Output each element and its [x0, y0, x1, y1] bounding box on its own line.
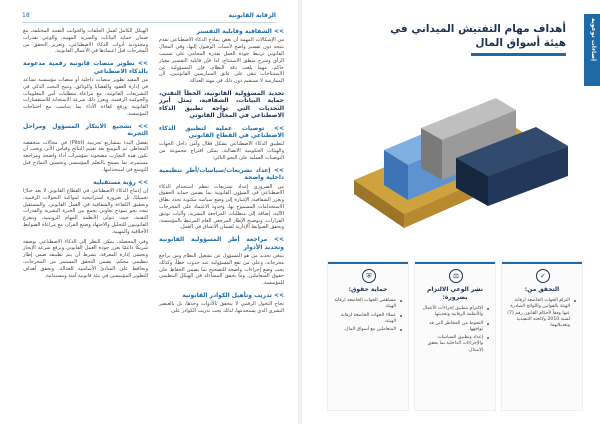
section-tab: [584, 14, 600, 86]
page-title: أهداف مهام التفتيش الميداني في هيئة أسواق المال: [390, 23, 566, 49]
box-list: [502, 298, 582, 329]
box-list: [415, 306, 495, 354]
box-heading: نشر الوعي الالتزام بضرورة:: [427, 286, 483, 301]
section-heading: >> إعداد تشريعات/سياسات/أطر تنظيمية داخلية واضحة: [159, 166, 284, 182]
check-icon: ✓: [536, 269, 550, 283]
section-heading: >> الشفافية وقابلية التفسير: [196, 28, 284, 35]
shield-icon: ⛨: [362, 269, 376, 283]
header-rule: [22, 22, 276, 23]
section-text: لتطبيق الذكاء الاصطناعي بشكل فعّال وآمن داخل الجهات والهيئات الحكومية الاتصالية، يمكن اقتراح مجموعة من التوصيات العملية على النحو التالي:: [159, 141, 284, 162]
section-text: وفي المحصلة، يمكن النظر إلى الذكاء الاصطناعي بوصفه شريكًا داعمًا يعزز جودة العمل القانوني ويرفع سرعة الإنجاز ويحسن إدارة المعرفة، بشرط أن يتم تطبيقه ضمن إطار تنظيمي محكم، يضمن التحقق المستمر من المخرجات، ويحافظ على المبادئ الأساسية للعدالة، ويحقق أهداف التطوير المؤسسي في بيئة قانونية آمنة ومستدامة.: [23, 238, 148, 279]
section-text: من المفيد تطوير منصات داخلية أو منصات مؤسسية تساعد في إدارة العقود والقضايا والوثائق، وتتيح البحث الذكي في التشريعات القانونية، مع مراعاة متطلبات أمن المعلومات والحوكمة الرقمية، ويعزز ذلك سرعة الاستجابة للاستفسارات القانونية ورفع كفاءة الأداء بما يتناسب مع احتياجات المؤسسة.: [23, 77, 148, 117]
left-page: [0, 0, 298, 424]
section-heading: >> رؤية مستقبلية: [93, 178, 148, 186]
isometric-blocks-illustration: [306, 30, 576, 262]
tab-label: إضاءات توعوية: [590, 18, 597, 62]
section-heading: >> تدريب وتأهيل الكوادر القانونية: [182, 292, 284, 299]
box-heading: حماية حقوق:: [348, 286, 388, 293]
list-item: عملاء الجهات الخاضعة لرقابة الهيئة.: [332, 313, 396, 326]
section-text: ينبغي تحديد من هو المسؤول عن تشغيل النظام ومن يراجع مخرجاته، وعلى من تقع المسؤولية عند حدوث خطأ، وكذلك يجب وضع إجراءات واضحة للتصحيح بما يضمن الحفاظ على حقوق المتعاملين، وما يحقق المساءلة في الهيكل التنظيمي للمؤسسة.: [159, 253, 284, 287]
info-box-awareness: [415, 262, 495, 410]
section-heading: >> توصيات عملية لتطبيق الذكاء الاصطناعي في القطاع القانوني: [159, 124, 284, 140]
text-column-right: [159, 28, 284, 318]
text-column-left: [23, 28, 148, 282]
pull-quote: تحديد المسؤولية القانونية، الخطأ التقني، حماية البيانات، الشفافية، تمثل أبرز التحديات التي تواجه تطبيق الذكاء الاصطناعي في المجال القانوني: [159, 89, 284, 120]
section-text: إن إدماج الذكاء الاصطناعي في القطاع القانوني لا يعد خيارًا تجميليًا، بل ضرورة استراتيجية لمواكبة التحولات الرقمية، وتحقيق الكفاءة والشفافية في العمل القانوني. والمستقبل يتجه نحو نموذج تعاوني يجمع بين الخبرة البشرية والقدرات التقنية، حيث تتولى الأنظمة المهام الروتينية، ويتفرغ القانونيون للتحليل والاجتهاد وصنع القرار، مع مراعاة الضوابط الأخلاقية والمهنية.: [23, 187, 148, 235]
right-page: [302, 0, 600, 424]
section-text: من الإشكالات المهمة أن بعض نماذج الذكاء الاصطناعي تقدم نتيجة دون تفسير واضح لأسباب الوصول إليها، وفي المجال القانوني ترتبط جودة العمل بقدرة المحامي على تسبيب الرأي وشرح منطق الاستنتاج، لذا فإن قابلية التفسير معيار حاكم، مهما بلغت دقة النظام، فإن المسؤولية عن الاستنتاجات تبقى على عاتق الممارسين القانونيين، لأن الممارسة لا تستقيم دون ذلك في مهنة العدالة.: [159, 37, 284, 85]
list-item: التزام الجهات الخاضعة لرقابة الهيئة بالقوانين واللوائح الصادرة عنها وفقاً لأحكام القانون رقم (7) لسنة 2010 ولائحته التنفيذية وتعديلاتهما.: [507, 298, 570, 329]
section-heading: >> تشجيع الابتكار المسؤول ومراحل التجربة: [23, 122, 148, 138]
section-heading: >> مراجعة أطر المسؤولية القانونية وتحديد الأدوار: [159, 236, 284, 251]
section-text: من الضروري إعداد تشريعات تنظم استخدام الذكاء الاصطناعي في الشؤون القانونية بما يضمن حماية الحقوق ويعزز الشفافية، الإشارة إلى وضع سياسة مكتوبة تحدد نطاق الاستخدامات المسموح بها، وحدود الاعتماد على المخرجات الآلية، إضافة إلى متطلبات المراجعة البشرية، وآليات توثيق القرارات، وتوضيح الإطار المرجعي العام المرتبط بالمؤسسة، ويحقق الضوابط الإدارية لضمان الاتساق في العمل.: [159, 183, 284, 231]
list-item: مساهمي الجهات الخاضعة لرقابة الهيئة.: [332, 298, 396, 311]
list-item: الالتزام بتطبيق إجراءات الأعمال والأنظمة الرقابية وتحديثها.: [419, 306, 483, 319]
header-title: الرقابة القانونية: [228, 12, 276, 19]
section-text: نجاح التحول الرقمي لا يتحقق بالأدوات وحدها، بل بالعنصر البشري الذي يستخدمها، لذلك يجب تدريب الكوادر على: [159, 301, 284, 315]
box-list: [328, 298, 408, 333]
info-box-verification: [502, 262, 582, 410]
box-heading: التحقق من:: [524, 286, 560, 293]
section-heading: >> تطوير منصات قانونية رقمية مدعومة بالذكاء الاصطناعي: [23, 60, 148, 75]
section-text: الهيكل الكامل لعمل الحلقات والجوانب التقنية المختلفة، مع ضمان حماية البيانات والسرية المهنية، والوعي بقدرات ومحدودية أدوات الذكاء الاصطناعي، وتعزيز التحقق من المخرجات قبل اعتمادها في الأعمال القانونية.: [23, 28, 148, 55]
list-item: إعداد وتطبيق السياسات والإجراءات الداخلية بما يحقق الامتثال.: [419, 335, 483, 354]
page-number: 18: [22, 12, 30, 19]
scales-icon: ⚖: [449, 269, 463, 283]
list-item: التحوط من المخاطر التي قد تواجهها.: [419, 321, 483, 334]
list-item: المتعاملين مع أسواق المال.: [332, 327, 396, 333]
section-text: يفضل البدء بمشاريع تجريبية (Pilot) في مجالات منخفضة المخاطر، ثم التوسع بعد تقييم النتائج وقياس الأثر، ويجب أن تكون هذه التجارب مصحوبة بمؤشرات أداء واضحة ومراجعة مستمرة، بما يسمح بالتعلم المؤسسي وتحسين النماذج قبل التوسع في استخدامها.: [23, 139, 148, 173]
page-header: [22, 12, 276, 24]
info-box-protection: [328, 262, 408, 410]
